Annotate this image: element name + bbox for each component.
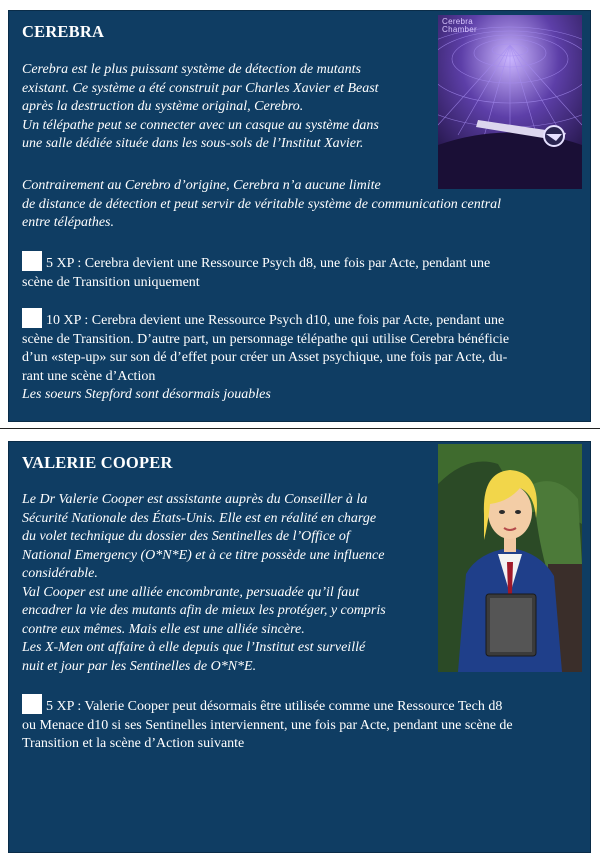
cooper-xp5-option: 5 XP : Valerie Cooper peut désormais être utilisée comme une Ressource Tech d8 ou Menace d10 si ses Sentinelles interviennent, une fois par Acte, pendant une scène de Transition et la scène d’Action suivante xyxy=(22,694,513,754)
cooper-card xyxy=(8,441,591,853)
cerebra-xp10-option: 10 XP : Cerebra devient une Ressource Psych d10, une fois par Acte, pendant une scène de Transition. D’autre part, un personnage télépathe qui utilise Cerebra bénéficie d’un «step-up» sur son dé d’effet pour créer un Asset psychique, une fois par Acte, du- rant une scène d’Action Les soeurs Stepford sont désormais jouables xyxy=(22,308,509,405)
xp5-checkbox[interactable] xyxy=(22,251,42,271)
cooper-intro: Le Dr Valerie Cooper est assistante auprès du Conseiller à la Sécurité Nationale des États-Unis. Elle est en réalité en charge du volet technique du dossier des Sentinelles de l’Office of National Emergency (O*N*E) et à ce titre possède une influence considérable. Val Cooper est une alliée encombrante, persuadée qu’il faut encadrer la vie des mutants afin de mieux les protéger, y compris contre eux mêmes. Mais elle est une alliée sincère. Les X-Men ont affaire à elle depuis que l’Institut est surveillé nuit et jour par les Sentinelles de O*N*E. xyxy=(22,492,386,674)
cerebra-card xyxy=(8,10,591,422)
cerebra-image-caption: Cerebra Chamber xyxy=(442,17,478,34)
xp10-checkbox[interactable] xyxy=(22,308,42,328)
cerebra-intro: Cerebra est le plus puissant système de détection de mutants existant. Ce système a été construit par Charles Xavier et Beast après la destruction du système original, Cerebro. Un télépathe peut se connecter avec un casque au système dans une salle dédiée située dans les sous-sols de l’Institut Xavier. xyxy=(22,62,379,151)
cerebra-paragraph2: Contrairement au Cerebro d’origine, Cerebra n’a aucune limite de distance de détection et peut servir de véritable système de communication central entre télépathes. xyxy=(22,178,501,230)
cerebra-xp5-option: 5 XP : Cerebra devient une Ressource Psych d8, une fois par Acte, pendant une scène de Transition uniquement xyxy=(22,251,490,292)
valerie-cooper-illustration xyxy=(438,444,582,672)
cerebra-title: CEREBRA xyxy=(22,22,105,41)
cooper-xp5-checkbox[interactable] xyxy=(22,694,42,714)
cerebra-chamber-image xyxy=(438,15,582,189)
cooper-portrait-image xyxy=(438,444,582,672)
cooper-title: VALERIE COOPER xyxy=(22,453,173,472)
page-divider xyxy=(0,428,600,429)
cerebra-chamber-illustration xyxy=(438,15,582,189)
